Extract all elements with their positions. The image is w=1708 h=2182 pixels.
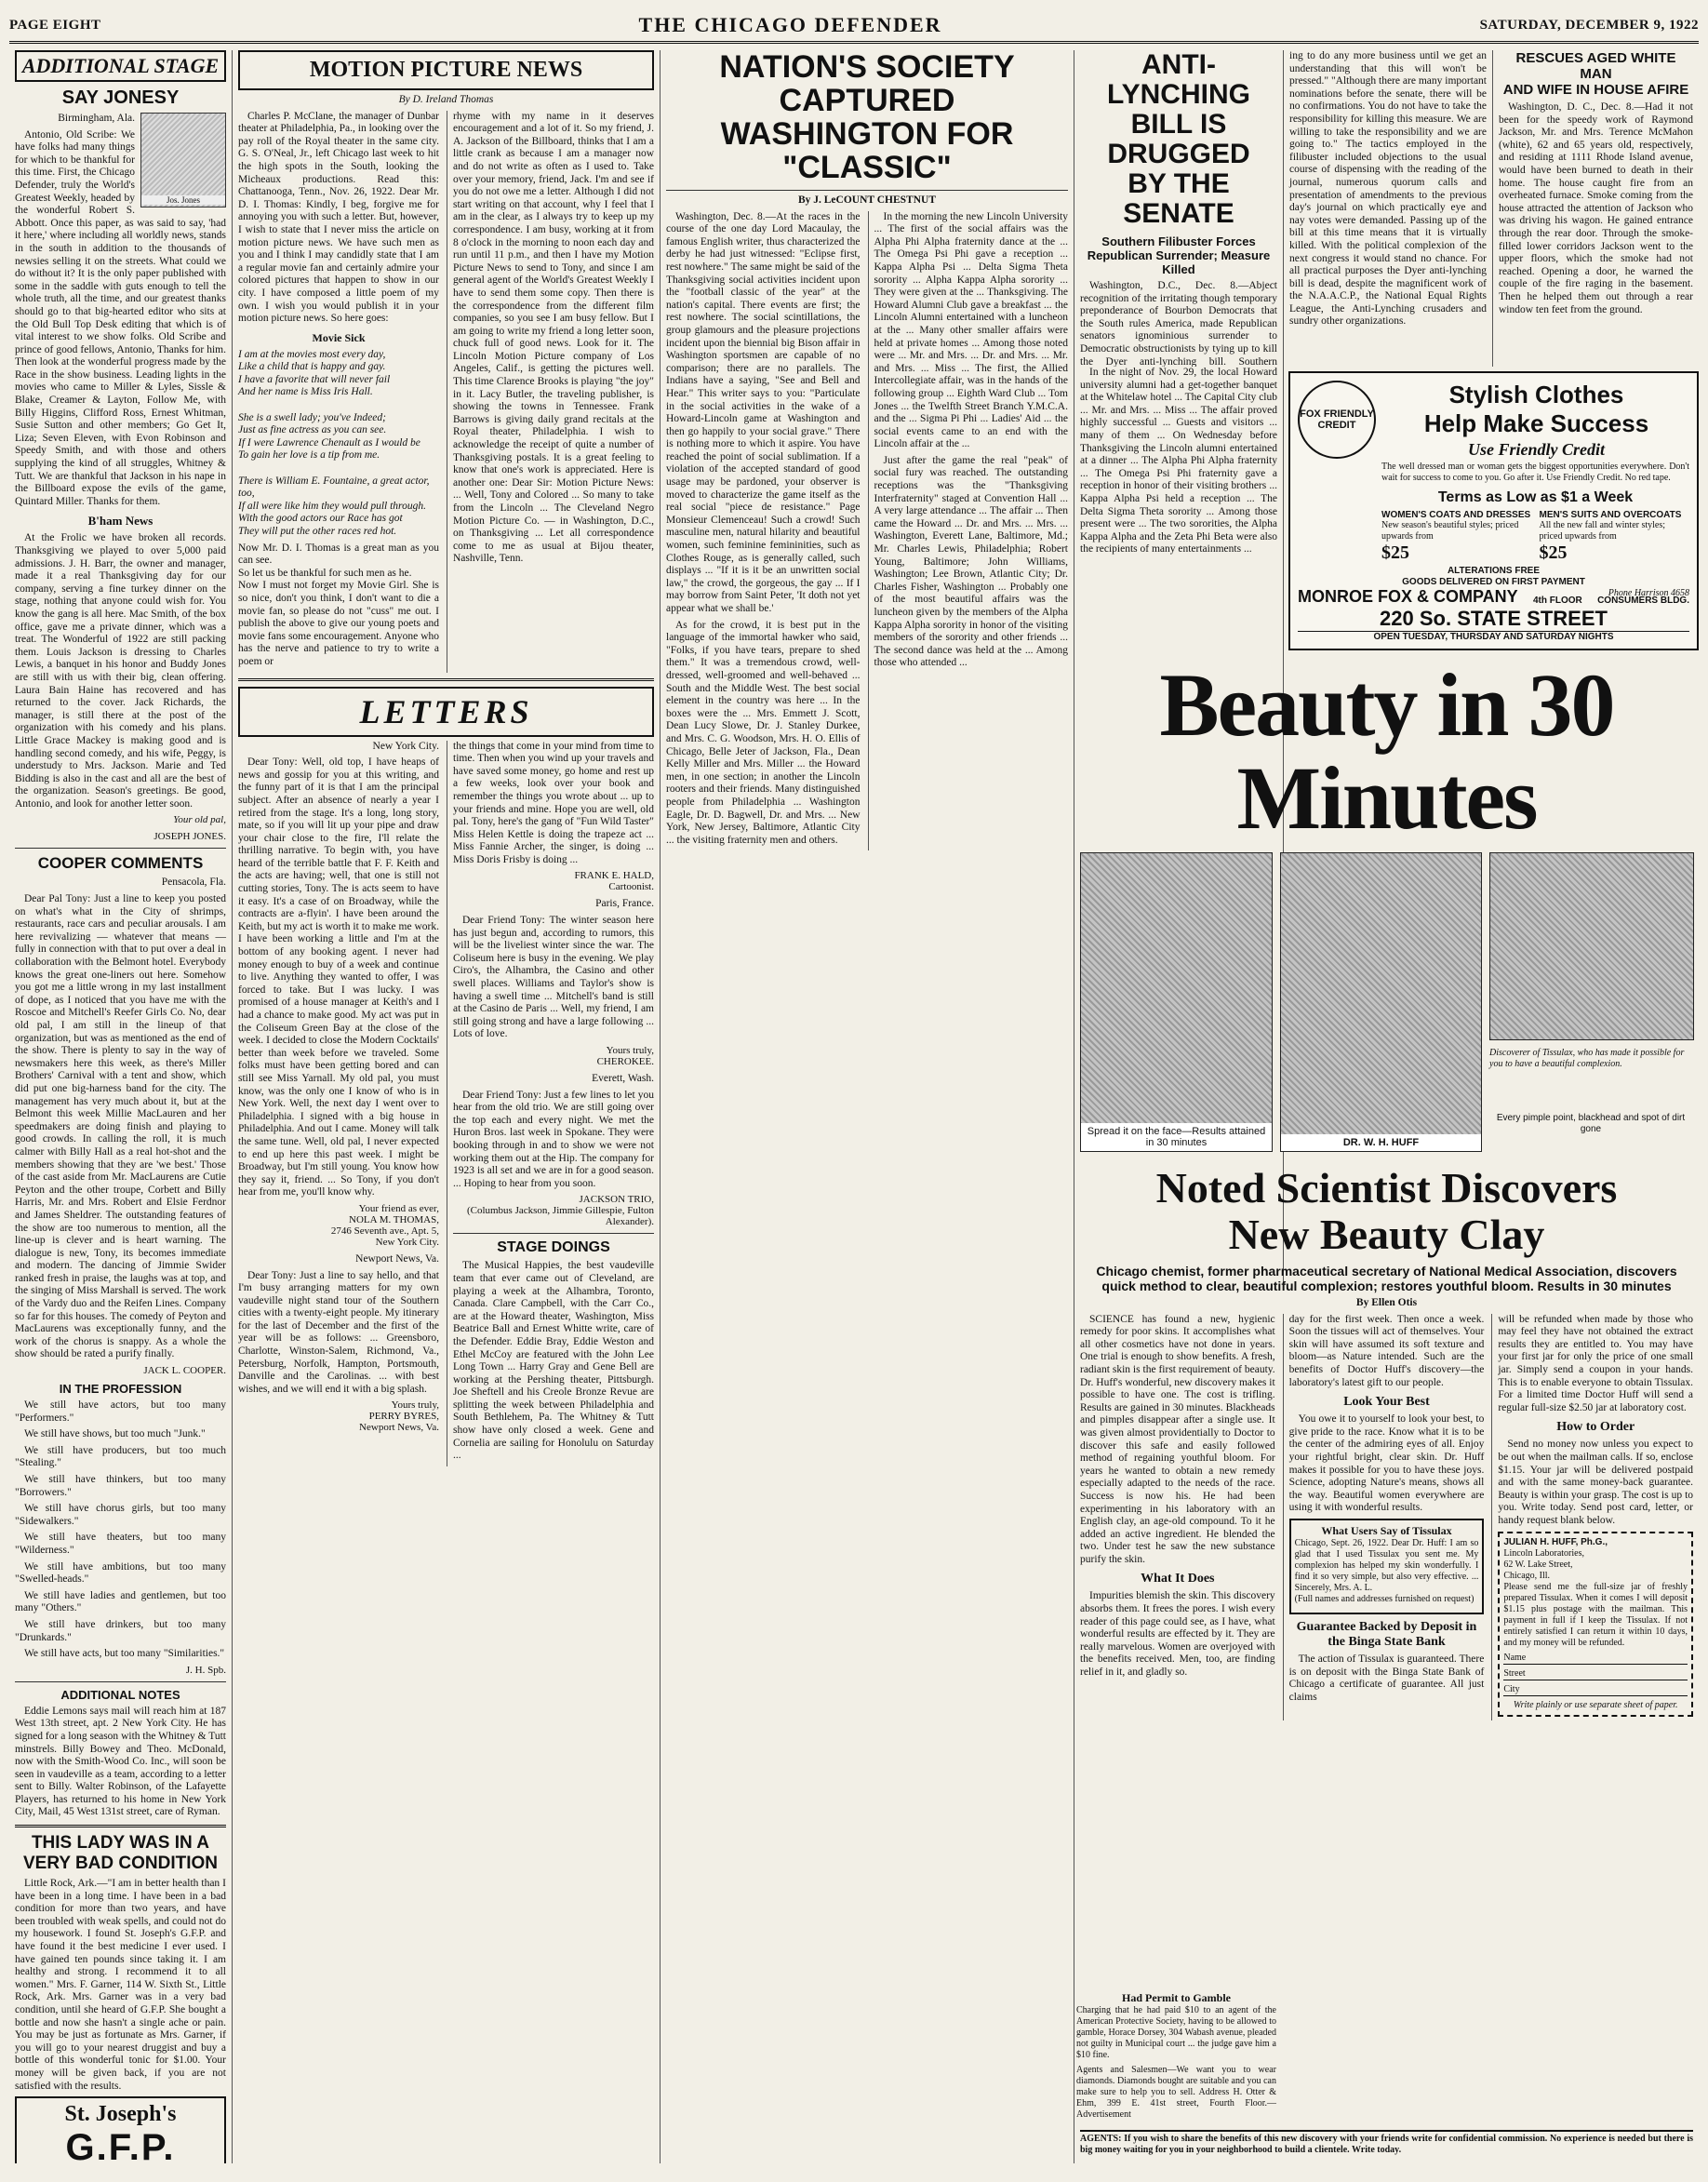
fox-women-body: New season's beautiful styles; priced upwards from bbox=[1381, 520, 1519, 542]
poem-title: Movie Sick bbox=[312, 330, 366, 344]
gambling-body: Charging that he had paid $10 to an agent of the American Protective Society, having to be allowed to gamble, Horace Dorsey, 304 Wabash avenue, pleaded not guilty in Municipal court ... the judge gave him a $10 fine. bbox=[1076, 2005, 1276, 2060]
fox-men-head: MEN'S SUITS AND OVERCOATS bbox=[1539, 510, 1682, 520]
testimonials-body: Chicago, Sept. 26, 1922. Dear Dr. Huff: I am so glad that I used Tissulax you sent me. My complexion has helped my skin wonderfully. I find it so very simple, but also very effective. ... Sincerely, Mrs. A. L. (Full names and addresses furnished on request) bbox=[1294, 1537, 1479, 1604]
rescue-body: Washington, D. C., Dec. 8.—Had it not been for the speedy work of Raymond Jackson, Mr. and Mrs. Terence McMahon (white), 62 and 65 years old, respectively, and residing at 1111 Rhode Island avenue, would have been burned to death in their home. The house caught fire from an overheated furnace. Smoke coming from the house attracted the attention of Jackson who was driving his wagon. He gained entrance through the rear door. Through the smoke-filled lower corridors Jackson went to the upper floors, which the smoke had not reached. Opening a door, he warned the couple of the fire raging in the basement. Then he helped them out through a rear window ten feet from the ground. bbox=[1499, 101, 1693, 315]
fox-hours: OPEN TUESDAY, THURSDAY AND SATURDAY NIGHTS bbox=[1298, 631, 1689, 643]
profession-line: We still have drinkers, but too many "Drunkards." bbox=[15, 1618, 226, 1643]
order-coupon[interactable] bbox=[1498, 1532, 1693, 1717]
letters-body-b: the things that come in your mind from time to time. Then when you wind up your travels and have saved some money, go home and rest up a few weeks, look over your book and remember the things you wrote about ... up to your friends and mine. Hope you are well, old pal. Tony, here's the gang of "Fun Wild Taster" Miss Helen Kettle is doing the trapeze act ... Miss Fannie Archer, the singer, is doing ... Miss Doris Frisby is doing ... bbox=[453, 740, 654, 865]
cooper-body: Dear Pal Tony: Just a line to keep you posted on what's what in the City of shrimps, restaurants, race cars and peculiar arousals. I am here revivalizing — whatever that means — fully in connection with that to put over a deal in collaboration with the Belmont hotel. Everybody knows the great one-liners out here. Somehow you got me a little wrong in my last installment of dope, as I noticed that you have me with the Roscoe and Mitchell's Reefer Girls Co. No, dear old pal, I am still in the lineup of that organization, but was as mentioned as the end of the show. There is plenty to say in the way of newsmakers here this week, as there's Miller Brothers' Carnival with a tent and show, which did put one big-harness band for the city. The management has very much about it, but at the Belmont this week Millie MacLauren and her speedmakers are doing finish and playing to good crowds. In calling the roll, it is much calmer with Billy Hall as a real hot-shot and the members showing that they are 'we best.' Those of the cast aside from Mr. MacLaurens are Cutie Peyton and the other troupe, Corbett and Billy Harris, Mr. and Mrs. Robert and Elsie Ferdnor and James Sheldrer. The outstanding features of the show are too numerous to mention, all the line-up is clever and is heart warning. The dialogue is new, Tony, its becomes immediate and modern. The dancing of Jimmie Swider ranked fresh in praise, the laughs was at top, and the singing of Miss Marshall is served. The work of the Vardy duo and the Reifen Lines. Company so far for this houses. The comedy of Peyton and MacLaurens was exceptionally funny, and the work of the chorus is snappy. As a whole the show should be rated a purify finally. bbox=[15, 893, 226, 1360]
beauty-photos bbox=[1080, 852, 1693, 1159]
masthead bbox=[9, 9, 1699, 44]
gfp-brand-box bbox=[15, 2096, 226, 2163]
column-anti-lynching bbox=[1074, 50, 1284, 367]
fox-women-head: WOMEN'S COATS AND DRESSES bbox=[1381, 510, 1531, 520]
motion-body-b: rhyme with my name in it deserves encouragement and a lot of it. So my friend, J. A. Jackson of the Billboard, thinks that I am a little crank as because I am a manager now and do not write as often as I used to. Take over your memory, friend, Jack. I'm and see if you do not owe me a letter. Although I did not start writing on that account, why I feel that I am in the clear, as I always try to keep up my correspondence. I am busy, working at it from 8 o'clock in the morning to noon each day and run until 11 p.m., and then I have my Motion Picture News to send to Tony, and since I am general agent of the World's Greatest Weekly I have to send them some copy. Then there is the correspondence from the different film companies, so you see I am busy fellow. But I am going to write my friend a long letter soon, chuck full of good news. Look for it. The Lincoln Motion Picture company of Los Angeles, Calif., is getting the pictures well. This time Clarence Brooks is playing "the joy" in it. Lacy Butler, the traveling publisher, is showing the towns in Tennessee. Frank Barrows is giving daily grand recitals at the Royal theater, Philadelphia. I wish to acknowledge the receipt of quite a number of Thanksgiving postals. It is a great feeling to know that one's work is appreciated. Here is another one: Dear Sir: Motion Picture News: ... Well, Tony and Colored ... So many to take from the Lincoln ... The Cleveland Negro Motion Picture Co. — in Washington, D.C., on Thanksgiving ... Let all correspondence come to me as usual at Bijou theater, Nashville, Tenn. bbox=[453, 110, 654, 565]
cooper-signature: JACK L. COOPER. bbox=[143, 1365, 226, 1377]
profession-line: We still have ladies and gentlemen, but too many "Others." bbox=[15, 1589, 226, 1614]
newspaper-title: THE CHICAGO DEFENDER bbox=[638, 13, 942, 36]
fox-footer bbox=[1298, 587, 1689, 643]
columns bbox=[9, 50, 1699, 2163]
beauty-col-c bbox=[1491, 1314, 1693, 1720]
fox-women-offer bbox=[1381, 510, 1532, 564]
gfp-brand-2: G.F.P. bbox=[65, 2127, 176, 2163]
fox-ad-header bbox=[1298, 381, 1689, 462]
portrait-caption: Jos. Jones bbox=[141, 195, 225, 205]
motion-body-a2: Now Mr. D. I. Thomas is a great man as you can see. So let us be thankful for such men as he. Now I must not forget my Movie Girl. She is so nice, don't you think, I don't want to die a movie fan, so please do not "cuss" me out. I publish the above to give our young poets and movie fans some encouragement. Anyone who has the nerve and patience to try to write a poem or bbox=[238, 542, 439, 667]
coupon-street-field[interactable] bbox=[1503, 1668, 1688, 1680]
fox-title-3: Use Friendly Credit bbox=[1468, 440, 1605, 459]
fox-terms: Terms as Low as $1 a Week bbox=[1437, 489, 1634, 505]
coupon-note: Write plainly or use separate sheet of paper. bbox=[1513, 1699, 1678, 1710]
anti-lynching-body-b: ing to do any more business until we get an understanding that this will won't be pressed." "Although there are many important nominations before the senate, there will be no confirmations. You do not have to take the responsibility for killing this measure. We are willing to take the responsibility and we are going to." The tactics employed in the filibuster included objections to the usual course of dispensing with the reading of the journal, numerous quorum calls and presentation of amendments to the previous day's journal on which practically eye and nay votes were demanded. Passing up of the bill at this time means that it is virtually killed. With the political complexion of the next congress it would stand no chance. For all practical purposes the Dyer anti-lynching bill is dead, despite the magnificent work of the N.A.A.C.P., the National Equal Rights League, the Anti-Lynching crusaders and sundry other organizations. bbox=[1289, 50, 1487, 328]
agents-notice-body: AGENTS: If you wish to share the benefits of this new discovery with your friends write for confidential commission. No experience is needed but there is big money waiting for you in your neighborhood to build a clientele. Write today. bbox=[1080, 2134, 1693, 2155]
profession-line: We still have shows, but too much "Junk." bbox=[24, 1428, 206, 1440]
profession-line: We still have actors, but too many "Performers." bbox=[15, 1399, 226, 1424]
gfp-brand-1: St. Joseph's bbox=[64, 2102, 177, 2127]
column-motion-letters bbox=[233, 50, 661, 2163]
agents-salesmen-notice: Agents and Salesmen—We want you to wear diamonds. Diamonds bought are suitable and you can make sure to help you to sell. Address H. Otter & Ehm, 399 E. 41st street, Fourth Floor.—Advertisement bbox=[1076, 2065, 1276, 2120]
poem-body: I am at the movies most every day, Like a child that is happy and gay. I have a favorite that will never fail And her name is Miss Iris Hall. She is a swell lady; you've Indeed; Just as fine actress as you can see. If I were Lawrence Chenault as I would be To gain her love is a tip from me. There is William E. Fountaine, a great actor, too, If all were like him they would pull through. With the good actors our Race has got They will put the other races red hot. bbox=[238, 348, 430, 537]
fox-clothing-ad bbox=[1288, 371, 1699, 650]
beauty-col-b bbox=[1283, 1314, 1485, 1720]
fox-badge-icon: FOX FRIENDLY CREDIT bbox=[1298, 381, 1376, 459]
beauty-sub: Chicago chemist, former pharmaceutical secretary of National Medical Association, discovers quick method to clear, beautiful complexion; restores youthful bloom. Results in 30 minutes bbox=[1096, 1264, 1677, 1293]
profession-line: We still have acts, but too many "Similarities." bbox=[24, 1648, 225, 1660]
society-col-b bbox=[868, 211, 1069, 851]
motion-columns bbox=[238, 111, 654, 673]
cooper-title: COOPER COMMENTS bbox=[37, 854, 204, 873]
beauty-byline: By Ellen Otis bbox=[1355, 1297, 1418, 1308]
fox-address: 220 So. STATE STREET bbox=[1380, 607, 1608, 630]
additional-notes-body: Eddie Lemons says mail will reach him at 187 West 13th street, apt. 2 New York City. He has signed for a long season with the Whitney & Tutt minstrels. Billy Bowey and Theo. McDonald, now with the Smith-Wood Co. Inc., will soon be seen in vaudeville as a team, according to a letter sent to Billy. Walter Robinson, of the Lafayette Players, has returned to his home in New York City, Mail, 45 West 131st street, care of Ryman. bbox=[15, 1705, 226, 1818]
fox-alterations: ALTERATIONS FREE GOODS DELIVERED ON FIRST PAYMENT bbox=[1402, 566, 1585, 587]
coupon-name-label: Name bbox=[1503, 1652, 1527, 1663]
letters-dateline-d: Everett, Wash. bbox=[592, 1073, 654, 1084]
page-number: PAGE EIGHT bbox=[9, 17, 101, 33]
photo-applying-clay bbox=[1080, 852, 1273, 1152]
issue-date: SATURDAY, DECEMBER 9, 1922 bbox=[1479, 17, 1699, 33]
bham-head: B'ham News bbox=[87, 514, 153, 529]
how-to-order-head: How to Order bbox=[1556, 1420, 1635, 1435]
fox-company: MONROE FOX & COMPANY bbox=[1298, 587, 1518, 606]
photo-dr-huff bbox=[1280, 852, 1482, 1152]
profession-line: We still have thinkers, but too many "Borrowers." bbox=[15, 1474, 226, 1498]
letters-col-a bbox=[238, 741, 439, 1466]
letters-title: LETTERS bbox=[359, 692, 533, 730]
testimonials-head: What Users Say of Tissulax bbox=[1321, 1523, 1452, 1537]
society-title-2: WASHINGTON FOR "CLASSIC" bbox=[720, 116, 1014, 185]
letters-dateline: New York City. bbox=[372, 740, 439, 752]
letters-box bbox=[238, 687, 654, 737]
section-title: ADDITIONAL STAGE bbox=[15, 50, 226, 82]
additional-notes-title: ADDITIONAL NOTES bbox=[60, 1687, 180, 1702]
photo-center-caption: DR. W. H. HUFF bbox=[1281, 1134, 1481, 1151]
coupon-name-field[interactable] bbox=[1503, 1653, 1688, 1665]
coupon-head: JULIAN H. HUFF, Ph.G., bbox=[1503, 1536, 1608, 1547]
gambling-head: Had Permit to Gamble bbox=[1122, 1991, 1231, 2004]
society-body-b: As for the crowd, it is best put in the language of the immortal hawker who said, "Folks, if you have tears, prepare to shed them." It was a tremendous crowd, well-dressed, well-groomed and well-behaved ... South and the Middle West. The best social element in the country was here ... In the boxes were the ... Mrs. Emmett J. Scott, Dean Lucy Slowe, Dr. J. Stanley Durkee, and Mrs. C. G. Woodson, Mrs. H. O. Ellis of Chicago, Belle Jeter of Jackson, Fla., Dean Kelly Miller and Mrs. Miller ... the Howard men, in one section; in another the Lincoln rooters and their friends. Many distinguished people from Philadelphia ... Washington Eagle, Dr. D. Bagwell, Dr. and Mrs. ... New York, New Jersey, Baltimore, Atlantic City ... the visiting fraternity men and others. bbox=[666, 619, 861, 846]
fox-phone: Phone Harrison 4658 bbox=[1608, 588, 1689, 598]
beauty-title-2: New Beauty Clay bbox=[1228, 1211, 1545, 1258]
photo-right-caption: Every pimple point, blackhead and spot of dirt gone bbox=[1496, 1113, 1686, 1134]
how-to-order-body: Send no money now unless you expect to be out when the mailman calls. If so, enclose $1.15. Your jar will be delivered postpaid and with the same money-back guarantee. Beauty is within your grasp. The cost is up to you. Write today. Send post card, letter, or handy request blank below. bbox=[1498, 1439, 1694, 1526]
fox-bldg: CONSUMERS BLDG. bbox=[1597, 596, 1689, 606]
profession-list bbox=[15, 1399, 226, 1661]
fox-offers bbox=[1381, 510, 1689, 564]
beauty-col-a bbox=[1080, 1314, 1275, 1720]
motion-picture-title: MOTION PICTURE NEWS bbox=[309, 58, 583, 82]
letters-sig-d: Yours truly, CHEROKEE. bbox=[596, 1045, 654, 1067]
photo-clear-skin bbox=[1489, 852, 1694, 1040]
profession-line: We still have chorus girls, but too many "Sidewalkers." bbox=[15, 1503, 226, 1527]
anti-lynching-sub: Southern Filibuster Forces Republican Surrender; Measure Killed bbox=[1087, 234, 1271, 276]
letters-sig-a: Your friend as ever, NOLA M. THOMAS, 2746 Seventh ave., Apt. 5, New York City. bbox=[330, 1202, 439, 1248]
society-col-a bbox=[666, 211, 861, 851]
rescue-title-2: AND WIFE IN HOUSE AFIRE bbox=[1502, 82, 1689, 98]
fox-title-1: Stylish Clothes bbox=[1448, 381, 1624, 408]
letters-body-a-b: Dear Tony: Just a line to say hello, and that I'm busy arranging matters for my own vaudeville night stand tour of the Southern cities with a twenty-eight people. My itinerary for the last of December and the first of the year will be as follows: ... Greensboro, Charlotte, Winston-Salem, Richmond, Va., Petersburg, Norfolk, Hampton, Portsmouth, Danville and the Carolinas. ... with best wishes, and we will end it with a big splash. bbox=[238, 1269, 439, 1395]
beauty-title-1: Noted Scientist Discovers bbox=[1155, 1164, 1618, 1211]
lady-title-1: THIS LADY WAS IN A bbox=[31, 1833, 210, 1854]
gambling-notice bbox=[1076, 1991, 1276, 2124]
bham-body: At the Frolic we have broken all records. Thanksgiving we played to over 5,000 paid admissions. J. H. Barr, the owner and manager, made it a real Thanksgiving day for our company, serving a fine turkey dinner on the stage, nothing that anyone could wish for. You know the gang is all here. Mac Smith, of the box office, gave me a private dinner, which was a treat. The Wonderful of 1922 are still packing them. Louis Jackson is dressing to Charles Lewis, a banquet in his honor and Buddy Jones are still with us with their big, clean offering. Laura Bain Haine has recovered and has returned to the cover. Jack Richards, the manager, is still there at the post of the organization with his comedy and his plans. Little Grace Mackey is making good and is handling second comedy, and his wife, Peggy, is understudy to Mrs. Jackson. Marie and Ted Bidding is also in the cast and all are the best of the organization. Season's greetings. Be good, Antonio, and look for another letter soon. bbox=[15, 532, 226, 810]
column-rescue bbox=[1493, 50, 1699, 367]
agents-notice bbox=[1080, 2130, 1693, 2160]
profession-line: We still have ambitions, but too many "Swelled-heads." bbox=[15, 1560, 226, 1586]
society-cont-body: In the night of Nov. 29, the local Howard university alumni had a get-together banquet at the Whitelaw hotel ... The Capital City club ... Mr. and Mrs. ... Miss ... The affair proved highly successful ... Guests and visitors ... many of them ... On Wednesday before Thanksgiving the Lincoln alumni entertained at a dinner ... The Alpha Phi Alpha fraternity ... The Omega Psi Phi fraternity gave a reception in honor of their visiting brothers ... Kappa Alpha Psi held a reception ... The Delta Sigma Theta sorority ... Among those present were ... The two sororities, the Alpha Kappa Alpha and the Zeta Phi Beta were also the recipients of many entertainments ... bbox=[1080, 367, 1277, 556]
anti-lynching-title-2: BILL IS DRUGGED bbox=[1107, 109, 1250, 169]
coupon-body: Please send me the full-size jar of freshly prepared Tissulax. When it comes I will deposit $1.15 plus postage with the mailman. This payment in full if I keep the Tissulax. If not entirely satisfied I can return it within 10 days, and my money will be refunded. bbox=[1503, 1581, 1688, 1648]
society-body-c: In the morning the new Lincoln University ... The first of the social affairs was the Alpha Phi Alpha fraternity dance at the ... The Omega Psi Phi gave a reception ... Kappa Alpha Psi ... Delta Sigma Theta sorority ... Alpha Kappa Alpha sorority ... They were given at the ... Thanksgiving. The Howard Alumni Club gave a breakfast ... the Lincoln Alumni entertained with a luncheon at the ... Many other smaller affairs were held at private homes ... Among those noted were ... Mr. and Mrs. ... Dr. and Mrs. ... Mr. and Mrs. ... Miss ... The first, the Allied Intercollegiate affair, was in the hands of the following group ... Eighth Ward Club ... Tom Jones ... the Twelfth Street Branch Y.M.C.A. and the ... Sigma Pi Phi ... Ladies' Aid ... the social events came to an end with the Lincoln affair at the ... bbox=[874, 210, 1068, 450]
motion-col-b bbox=[447, 111, 654, 673]
dateline: Birmingham, Ala. bbox=[58, 113, 135, 124]
look-best-head: Look Your Best bbox=[1343, 1395, 1430, 1410]
signature: JOSEPH JONES. bbox=[153, 831, 226, 843]
motion-body-a: Charles P. McClane, the manager of Dunbar theater at Philadelphia, Pa., in looking over the pay roll of the Royal theater in the same city. G. S. O'Neal, Jr., left Chicago last week to hit the high spots in the South, looking the Micheaux productions. Read this: Chattanooga, Tenn., Nov. 26, 1922. Dear Mr. D. I. Thomas: Kindly, I beg, forgive me for annoying you with such a letter. But, however, I wish to state that I never miss the article on motion picture news. We have such men as you and I think I may candidly state that I am a regular movie fan and certainly admire your colored pictures that happen to show in our city. I have composed a little poem of my own. I wish you would publish it in your motion picture news. So here goes: bbox=[238, 110, 439, 325]
user-testimonials-box bbox=[1289, 1519, 1485, 1614]
fox-women-price: $25 bbox=[1381, 542, 1409, 563]
newspaper-page bbox=[9, 9, 1699, 2163]
letters-sig-e: JACKSON TRIO, (Columbus Jackson, Jimmie Gillespie, Fulton Alexander). bbox=[466, 1194, 654, 1228]
profession-signature: J. H. Spb. bbox=[185, 1664, 226, 1676]
profession-line: We still have theaters, but too many "Wilderness." bbox=[15, 1532, 226, 1556]
photo-center-sub: Discoverer of Tissulax, who has made it possible for you to have a beautiful complexion. bbox=[1489, 1048, 1685, 1069]
letters-sig-c: FRANK E. HALD, Cartoonist. bbox=[574, 870, 654, 893]
society-byline: By J. LeCOUNT CHESTNUT bbox=[797, 194, 937, 206]
beauty-body-b2: You owe it to yourself to look your best, to give pride to the race. Know what it is to be the center of the admiring eyes of all. Enjoy your rightful bright, clear skin. Dr. Huff makes it possible for you to have these joys. Science, adopting Nature's means, shows all the way. Beautiful women everywhere are using it with wonderful results. bbox=[1288, 1413, 1485, 1514]
letters-dateline-c: Paris, France. bbox=[595, 898, 654, 910]
coupon-city-label: City bbox=[1503, 1683, 1520, 1694]
fox-title-2: Help Make Success bbox=[1423, 409, 1649, 437]
anti-lynching-title-1: ANTI-LYNCHING bbox=[1107, 50, 1250, 110]
fox-men-body: All the new fall and winter styles; priced upwards from bbox=[1539, 520, 1666, 542]
photo-left-caption: Spread it on the face—Results attained in 30 minutes bbox=[1081, 1123, 1272, 1151]
motion-byline: By D. Ireland Thomas bbox=[398, 94, 494, 105]
society-body-a: Washington, Dec. 8.—At the races in the course of the one day Lord Macaulay, the famous English writer, thus characterized the derby he had just witnessed: "Eclipse first, rest nowhere." The same might be said of the Thanksgiving social activities incident upon the "football classic of the year" at the nation's capital. There events are first; the rest nowhere. The social scintillations, the group glamours and the pleasure projections incident upon the biennial big Bison affair in Washington sportsmen are capable of no comparison; there are no parallels. The Indians have a saying, "See and Bell and Hear." This writer says to you: "Particulate in the social activities in the wake of a Howard-Lincoln game at Washington and then go happily to your social grave." There is nothing more to which it aspire. You have reached the point of social sublimation. If a violation of the accepted standard of good usage may be pardoned, your observer is moved to characterize the game itself as the real social "piece de resistance." Page Monsieur Clemenceau! Such a crowd! Such masculine men, natural hilarity and beautiful women, such feminine femininities, such as Clothes Rouge, as is generally called, such displays ... "If it is it be an unwritten social law," the crowd, the gorgeous, the gay ... If I may borrow from Saint Peter, 'It doth not yet appear what we shall be.' bbox=[666, 210, 861, 614]
beauty-body-b: day for the first week. Then once a week. Soon the tissues will act of themselves. Your skin will have assumed its soft texture and bloom—as Nature intended. Such are the benefits of Doctor Huff's discovery—the laboratory's latest gift to our people. bbox=[1288, 1313, 1485, 1388]
society-title-1: NATION'S SOCIETY CAPTURED bbox=[719, 50, 1015, 118]
column-stage bbox=[9, 50, 233, 2163]
letters-sig-b: Yours truly, PERRY BYRES, Newport News, Va. bbox=[359, 1399, 439, 1434]
society-body-d: Just after the game the real "peak" of social fury was reached. The outstanding receptions was the "Thanksgiving Interfraternity" staged at Convention Hall ... A very large attendance ... The affair ... Then came the Howard ... Dr. and Mrs. ... Mrs. ... Washington, Everett Lane, Baltimore, Md.; Mr. Charles Lewis, Philadelphia; Robert Young, Baltimore; John Williams, Washington; Lee Brown, Atlantic City; Dr. Charles Fisher, Washington ... Probably one of the most beautiful affairs was the luncheon given by the members of the Alpha Kappa Alpha sorority in honor of the visiting members of the sorority and other friends ... The second dance was held at the ... Among those who attended ... bbox=[874, 454, 1068, 669]
signoff: Your old pal, bbox=[173, 814, 226, 826]
fox-floor: 4th FLOOR bbox=[1532, 596, 1582, 606]
letters-body-a: Dear Tony: Well, old top, I have heaps of news and gossip for you at this writing, and the funny part of it is that I am the principal subject. After an absence of nearly a year I retired from the stage. It's a long, long story, mate, so if you will lit up your pipe and draw your chair close to the fire, I'll relate the thrilling narrative. To begin with, you have heard of the terrible battle that F. F. Keith and the acts are having; well, that one is still not cutting stories, Tony. The is acts seem to have it easy. It's a case of on Broadway, while the contracts are a-flyin'. I have been around the Keith, but my act is worth it to make me work. I have been working a little and I'm at the bottom of any booking agent. I never had money enough to buy of a week and continue to live. Anything they wanted to offer, I was forced to take. But I was lucky. I was promised of a house manager at Keith's and I had a chance to make good. My act was put in the Coliseum Green Bay at the close of the week. I decided to close the Modern Cocktails' better than week before we traveled. Some folks must have been getting bored and can still see Miss Yarnall. My old pal, you must know, was the only one I know of who is in New York. Well, the next day I went over to Philadelphia. I signed with a big house in Philadelphia. And out I came. Money will talk the same tune. Well, old pal, I never expected to end up here this past week. I might be Broadway, but I'm still young. You know how they say it, friend. ... So Tony, if you don't hear from me, you'll know why. bbox=[238, 756, 439, 1198]
lady-body: Little Rock, Ark.—"I am in better health than I have been in a long time. I have been in a bad condition for more than two years, and have been troubled with weak spells, and could not do my housework. I found St. Joseph's G.F.P. and have found it the best medicine I ever used. I have gained ten pounds since taking it. I am healthy and strong. I recommend it to all women." Mrs. F. Garner, 114 W. Sixth St., Little Rock, Ark. Mrs. Garner was in a very bad condition, until she heard of G.F.P. She bought a bottle and now she hasn't a single ache or pain. You may be just as fortunate as Mrs. Garner, if you will go to your nearest druggist and buy a bottle of this wonderful tonic for $1.00. Your money will be given back, if you are not satisfied with the results. bbox=[15, 1878, 226, 2092]
stage-doings-title: STAGE DOINGS bbox=[497, 1239, 610, 1256]
say-jonesy-title: SAY JONESY bbox=[61, 87, 180, 108]
letters-columns bbox=[238, 741, 654, 1466]
profession-line: We still have producers, but too much "Stealing." bbox=[15, 1444, 226, 1469]
coupon-address: Lincoln Laboratories, 62 W. Lake Street, Chicago, Ill. bbox=[1503, 1547, 1584, 1581]
column-anti-lynching-cont bbox=[1284, 50, 1493, 367]
column-society bbox=[661, 50, 1074, 2163]
jones-portrait bbox=[140, 113, 226, 207]
fox-men-price: $25 bbox=[1539, 542, 1568, 563]
fox-men-offer bbox=[1540, 510, 1690, 564]
coupon-street-label: Street bbox=[1503, 1667, 1526, 1679]
anti-lynching-title-3: BY THE SENATE bbox=[1123, 168, 1234, 229]
letters-dateline-b: Newport News, Va. bbox=[355, 1252, 439, 1265]
society-columns bbox=[666, 211, 1068, 851]
say-jonesy-body: Antonio, Old Scribe: We have folks had many things for which to be thankful for this time. First, the Chicago Defender, truly the World's Greatest Weekly, headed by the wonderful Robert S. Abbott. Once this paper, as was said to say, 'had it here,' where including all worldly news, stands in the south in addition to the thousands of newsies selling it on the streets. What could we do without it? It is the only paper published with some in the saddle with guts enough to tell the whole truth, all the time, and our greatest thanks should go to that big-hearted editor who sits at the Old Bull Top Desk editing that which is of vital interest to we show folks. Old Scribe and prince of good fellows, Antonio, Thanks for him. Then look at the wonderful progress made by the Race in the show business. Leading lights in the movies who came to Miller & Lyles, Sissle & Blake, Creamer & Layton, Follow Me, with Billy Higgins, Clifford Ross, Ernest Whitman, Susie Sutton and other members; Go Get It, Liza; Seven Eleven, with Evon Robinson and Speedy Smith, and with those and others supplying the kind of all struggles, Whitney & Tutt. We are thankful that Jackson in his nape in the Billboard expose the evils of the game, Quintard Miller. Thanks for them. bbox=[15, 128, 226, 507]
beauty-columns bbox=[1080, 1314, 1693, 1720]
rescue-title-1: RESCUES AGED WHITE MAN bbox=[1515, 50, 1676, 82]
letters-body-b2: Dear Friend Tony: The winter season here has just begun and, according to rumors, this will be the liveliest winter since the war. The Coliseum here is busy in the evening. We play Ciro's, the Alhambra, the Casino and other swell places. Williams and Taylor's show is having a swell time ... Mitchell's band is still at the Casino de Paris ... Well, my friend, I am still going strong and have a large following ... Lots of love. bbox=[453, 915, 654, 1040]
beauty-clay-ad bbox=[1074, 655, 1699, 2163]
stage-doings-body: The Musical Happies, the best vaudeville team that ever came out of Cleveland, are playing a week at the Alhambra, Toronto, Canada. Clare Campbell, with the Carr Co., are at the Howard theater, Washington, Miss Beatrice Ball and Ernest Whitte write, care of the Defender. Eddie Bray, Eddie Weston and Ethel McCoy are featured with the John Lee Long Town ... Harry Gray and Gene Bell are working at the Pershing theater, Pittsburgh. Joe Sheftell and his Creole Bronze Revue are splitting the week between Philadelphia and South Bethlehem, Pa. The Whitney & Tutt show have only closed a week. Gene and Cornelia are sailing for Honolulu on Saturday ... bbox=[453, 1260, 654, 1462]
beauty-body-c: will be refunded when made by those who may feel they have not obtained the extract results they are entitled to. You may have your first jar for only the price of one small jar. Simply send a coupon in your hands. This is to enable everyone to obtain Tissulax. For a limited time Doctor Huff will send a regular full-size $2.50 jar at laboratory cost. bbox=[1498, 1313, 1694, 1413]
motion-col-a bbox=[238, 111, 439, 673]
letters-col-b bbox=[447, 741, 654, 1466]
coupon-city-field[interactable] bbox=[1503, 1684, 1688, 1696]
beauty-body-a: SCIENCE has found a new, hygienic remedy for poor skins. It accomplishes what all other cosmetics have not done in years. One trial is enough to show benefits. A fresh, radiant skin is the first requirement of beauty. Dr. Huff's wonderful, new discovery makes it possible to have one. The cost is trifling. Results are gained in 30 minutes. Blackheads and pimples disappear after a single use. It was given almost providentially to Doctor to discover this safe and easily followed method of regaining youthful bloom. For years he wanted to obtain a new remedy especially adapted to the needs of the race. Success is now his. He had been experimenting in his laboratory with an English clay, an age-old compound. To it he added an active ingredient. He blended the two. Under test he saw the new substance purify the skin. bbox=[1080, 1313, 1275, 1565]
lady-title-2: VERY BAD CONDITION bbox=[22, 1854, 219, 1874]
anti-lynching-body-a: Washington, D.C., Dec. 8.—Abject recognition of the irritating though temporary preponderance of Bourbon Democrats that the South rules America, made Republican senators ignominious surrender to Democratic obstructionists by tying up to kill the Dyer anti-lynching bill. Southern bbox=[1080, 280, 1277, 367]
letters-body-b3: Dear Friend Tony: Just a few lines to let you hear from the old trio. We are still going over the top each and every night. We met the Huron Bros. last week in Spokane. They were booking through in and to show we were not working them out at the Hip. The company for 1923 is all set and we are in for a good season. ... Hoping to hear from you soon. bbox=[453, 1089, 654, 1189]
beauty-headline: Beauty in 30 Minutes bbox=[1159, 655, 1614, 848]
what-it-does-head: What It Does bbox=[1141, 1572, 1215, 1586]
motion-picture-box bbox=[238, 50, 654, 90]
profession-title: IN THE PROFESSION bbox=[59, 1382, 182, 1397]
fox-body: The well dressed man or woman gets the biggest opportunities everywhere. Don't wait for success to come to you. Go after it. Use Friendly Credit. No red tape. bbox=[1381, 462, 1689, 483]
guarantee-head: Guarantee Backed by Deposit in the Binga State Bank bbox=[1296, 1619, 1477, 1649]
guarantee-body: The action of Tissulax is guaranteed. There is on deposit with the Binga State Bank of Chicago a certificate of guarantee. All just claims bbox=[1288, 1653, 1485, 1703]
cooper-dateline: Pensacola, Fla. bbox=[161, 877, 226, 889]
beauty-body-a2: Impurities blemish the skin. This discovery absorbs them. It frees the pores. I wish every reader of this page could see, as I have, what wonderful results are effected by it. They are really marvelous. Women are overjoyed with the benefits received. Men, too, are finding relief in it, and gladly so. bbox=[1080, 1590, 1275, 1679]
